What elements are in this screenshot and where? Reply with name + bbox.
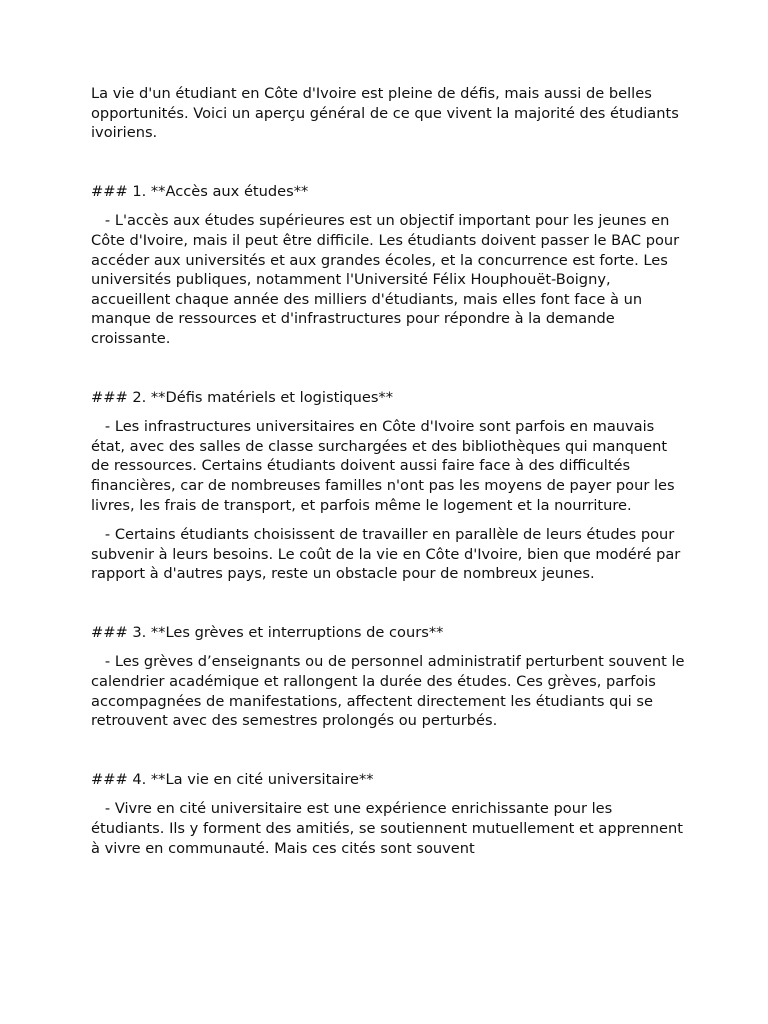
section-paragraph: - Les grèves d’enseignants ou de personnel administratif perturbent souvent le calendrier académique et rallongent la durée des études. Ces grèves, parfois accompagnées de manifestations, affectent directement les étudiants qui se retrouvent avec des semestres prolongés ou perturbés.: [91, 653, 690, 730]
section-1: [91, 182, 688, 349]
section-3: [91, 623, 688, 731]
section-heading: ### 3. **Les grèves et interruptions de cours**: [91, 623, 444, 641]
section-heading: ### 2. **Défis matériels et logistiques**: [91, 388, 394, 406]
section-paragraph: - Certains étudiants choisissent de travailler en parallèle de leurs études pour subvenir à leurs besoins. Le coût de la vie en Côte d'Ivoire, bien que modéré par rapport à d'autres pays, reste un obstacle pour de nombreux jeunes.: [91, 526, 685, 583]
section-heading: ### 1. **Accès aux études**: [91, 182, 309, 200]
section-paragraph: - L'accès aux études supérieures est un objectif important pour les jeunes en Côte d'Ivoire, mais il peut être difficile. Les étudiants doivent passer le BAC pour accéder aux universités et aux grandes écoles, et la concurrence est forte. Les universités publiques, notamment l'Université Félix Houphouët-Boigny, accueillent chaque année des milliers d'étudiants, mais elles font face à un manque de ressources et d'infrastructures pour répondre à la demande croissante.: [91, 212, 684, 347]
intro-paragraph: La vie d'un étudiant en Côte d'Ivoire est pleine de défis, mais aussi de belles opportunités. Voici un aperçu général de ce que vivent la majorité des étudiants ivoiriens.: [91, 85, 684, 142]
section-heading: ### 4. **La vie en cité universitaire**: [91, 770, 374, 788]
section-2: [91, 388, 688, 584]
section-paragraph: - Vivre en cité universitaire est une expérience enrichissante pour les étudiants. Ils y forment des amitiés, se soutiennent mutuellement et apprennent à vivre en communauté. Mais ces cités sont souvent: [91, 800, 688, 857]
section-paragraph: - Les infrastructures universitaires en Côte d'Ivoire sont parfois en mauvais état, avec des salles de classe surchargées et des bibliothèques qui manquent de ressources. Certains étudiants doivent aussi faire face à des difficultés financières, car de nombreuses familles n'ont pas les moyens de payer pour les livres, les frais de transport, et parfois même le logement et la nourriture.: [91, 418, 680, 514]
section-4: [91, 770, 688, 858]
